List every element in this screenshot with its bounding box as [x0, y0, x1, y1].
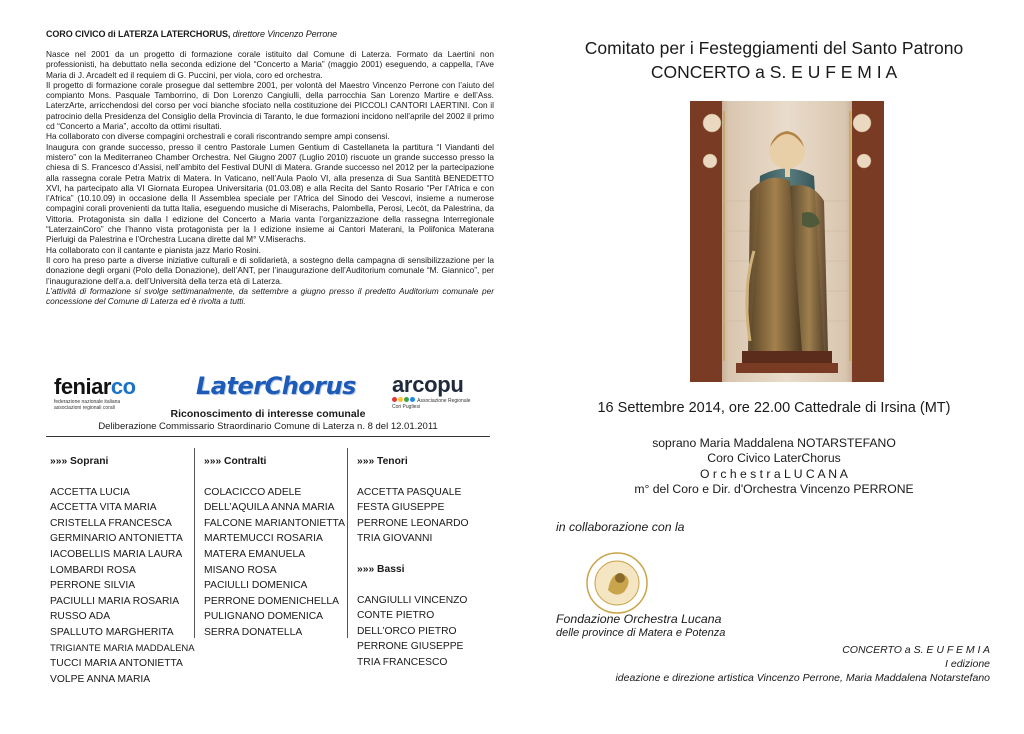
contralti-column: [204, 454, 345, 641]
member-name: VOLPE ANNA MARIA: [50, 673, 151, 685]
performer-line: m° del Coro e Dir. d'Orchestra Vincenzo PERRONE: [634, 481, 914, 496]
member-name: PACIULLI DOMENICA: [204, 580, 308, 592]
arcopu-logo-text: arcopu: [392, 372, 464, 397]
member-name: CONTE PIETRO: [357, 610, 435, 622]
member-name: SPALLUTO MARGHERITA: [50, 626, 174, 638]
member-name: ACCETTA LUCIA: [50, 486, 130, 498]
member-name: COLACICCO ADELE: [204, 486, 302, 498]
bio-paragraph: Ha collaborato con il cantante e pianista jazz Mario Rosini.: [46, 244, 261, 255]
section-title-soprani: »»» Soprani: [50, 456, 109, 467]
member-name: FESTA GIUSEPPE: [357, 502, 445, 514]
member-name: GERMINARIO ANTONIETTA: [50, 533, 183, 545]
member-name: LOMBARDI ROSA: [50, 564, 136, 576]
member-name: DELL’AQUILA ANNA MARIA: [204, 502, 335, 514]
choir-header-bold: CORO CIVICO di LATERZA LATERCHORUS,: [46, 29, 231, 39]
member-name: PACIULLI MARIA ROSARIA: [50, 595, 180, 607]
tenori-bassi-column: [357, 454, 469, 671]
member-name: TRIGIANTE MARIA MADDALENA: [50, 642, 195, 654]
performer-line: O r c h e s t r a L U C A N A: [700, 466, 848, 481]
section-title-contralti: »»» Contralti: [204, 456, 267, 467]
choir-biography: [46, 49, 494, 306]
footer-line: ideazione e direzione artistica Vincenzo Perrone, Maria Maddalena Notarstefano: [615, 672, 990, 684]
member-name: MARTEMUCCI ROSARIA: [204, 533, 323, 545]
feniarco-sub-line2: associazioni regionali corali: [54, 405, 115, 411]
footer-line: CONCERTO a S. E U F E M I A: [842, 644, 990, 656]
member-name: PERRONE GIUSEPPE: [357, 641, 464, 653]
section-title-bassi: »»» Bassi: [357, 563, 405, 575]
member-name: TRIA FRANCESCO: [357, 656, 448, 668]
member-name: PERRONE LEONARDO: [357, 517, 469, 529]
member-name: CANGIULLI VINCENZO: [357, 594, 468, 606]
committee-title: Comitato per i Festeggiamenti del Santo Patrono: [584, 38, 964, 58]
arcopu-dot-icon: [392, 397, 397, 402]
bio-paragraph: Ha collaborato con diverse compagini orchestrali e corali riscontrando sempre ampi consensi.: [46, 131, 390, 142]
member-name: RUSSO ADA: [50, 611, 111, 623]
member-name: PERRONE SILVIA: [50, 580, 136, 592]
member-name: MATERA EMANUELA: [204, 548, 306, 560]
member-name: DELL’ORCO PIETRO: [357, 625, 457, 637]
member-name: FALCONE MARIANTONIETTA: [204, 517, 345, 529]
recognition-title: Riconoscimento di interesse comunale: [170, 408, 366, 420]
feniarco-logo-text-accent: co: [110, 374, 136, 399]
member-name: ACCETTA VITA MARIA: [50, 502, 157, 514]
performers-block: [556, 436, 992, 497]
bio-paragraph: Il coro ha preso parte a diverse iniziative culturali e di solidarietà, a sostegno della campagna di sensibilizzazione per la donazione degli organi (Polo della Donazione), dell’ANT, per l’inaugurazione dell’Auditorium comunale “M. Giannico”, per l’inaugurazione dell’a.a. dell’Università della terza età di Laterza.: [46, 254, 494, 286]
column-divider: [347, 448, 348, 638]
choir-header: [46, 29, 337, 39]
arcopu-logo: [392, 374, 502, 410]
saint-euphemia-statue-photo: [690, 101, 884, 382]
performer-line: soprano Maria Maddalena NOTARSTEFANO: [652, 436, 896, 450]
bio-paragraph: Nasce nel 2001 da un progetto di formazione corale istituito dal Comune di Laterza. Formato da Laertini non professionisti, ha debuttato nella seconda edizione del “Concerto a Maria” (maggio 2001) eseguendo, a cappella, l’Ave Maria di J. Arcadelt ed il requiem di G. Puccini, per viola, coro ed orchestra.: [46, 49, 494, 80]
divider: [46, 436, 490, 437]
arcopu-dot-icon: [404, 397, 409, 402]
member-name: ACCETTA PASQUALE: [357, 486, 462, 498]
concert-date-place: 16 Settembre 2014, ore 22.00 Cattedrale di Irsina (MT): [597, 400, 951, 416]
feniarco-logo-text: feniar: [54, 374, 111, 399]
member-name: TRIA GIOVANNI: [357, 533, 433, 545]
fondazione-subtitle: delle province di Matera e Potenza: [556, 627, 726, 639]
bio-italic-note: L’attività di formazione si svolge settimanalmente, da settembre a giugno presso il predetto Auditorium comunale per concessione del Comune di Laterza ed è rivolta a tutti.: [46, 285, 494, 307]
arcopu-sub-line1: Associazione Regionale: [417, 398, 471, 404]
bio-paragraph: Inaugura con grande successo, presso il centro Pastorale Lumen Gentium di Castellaneta la partitura “I Viandanti del mistero” con la Mediterraneo Chamber Orchestra. Nel Giugno 2007 (Luglio 2010) riscuote un grande successo presso la chiesa di S. Francesco d’Assisi, nell’ambito del Festival DUNI di Matera. Grande successo nel 2012 per la partecipazione alla rassegna corale Petra Matrix di Matera. In Vaticano, nell’Aula Paolo VI, alla presenza di Sua Santità BENEDETTO XVI, ha partecipato alla VI Giornata Europea Universitaria (01.03.08) e alla Recita del Santo Rosario “Per l’Africa e con l’Africa” (10.10.09) in occasione della II Assemblea speciale per l’Africa del Sinodo dei Vescovi, insieme a numerose compagini corali provenienti da tutta Italia, eseguendo musiche di Miserachs, Palombella, Perosi, Lecòt, da Palestrina, da Vittoria. Protagonista sin dalla I edizione del Concerto a Maria vanta l’organizzazione della rassegna Interregionale “LaterzainCoro” che l’hanno vista protagonista per la I edizione insieme ai Cantori Materani, la Polifonica Materana Pierluigi da Palestrina e l’Orchestra Lucana dirette dal M° V.Miserachs.: [46, 141, 494, 245]
member-name: PERRONE DOMENICHELLA: [204, 595, 340, 607]
member-name: IACOBELLIS MARIA LAURA: [50, 548, 183, 560]
arcopu-sub-line2: Cori Pugliesi: [392, 404, 421, 410]
footer-line: I edizione: [945, 658, 990, 670]
footer-credits: [615, 643, 990, 685]
section-title-tenori: »»» Tenori: [357, 456, 408, 467]
laterchorus-logo: LaterChorus: [196, 372, 356, 400]
choir-header-director: direttore Vincenzo Perrone: [232, 29, 338, 39]
member-name: MISANO ROSA: [204, 564, 277, 576]
member-name: PULIGNANO DOMENICA: [204, 611, 324, 623]
concert-title: CONCERTO a S. E U F E M I A: [650, 62, 898, 82]
performer-line: Coro Civico LaterChorus: [707, 451, 841, 466]
member-name: SERRA DONATELLA: [204, 626, 303, 638]
fondazione-orchestra-lucana-logo: [584, 550, 650, 616]
member-name: CRISTELLA FRANCESCA: [50, 517, 172, 529]
arcopu-dot-icon: [410, 397, 415, 402]
soprani-column: [50, 454, 195, 687]
feniarco-sub-line1: federazione nazionale italiana: [54, 399, 121, 405]
bio-paragraph: Il progetto di formazione corale prosegue dal settembre 2001, per volontà del Maestro Vincenzo Perrone con l’aiuto del compianto Mons. Pasquale Tamborrino, di Don Lorenzo Cangiulli, della parrocchia San Lorenzo Martire e dell’Ass. LaterzArte, arricchendosi del corso per voci bianche sfociato nella costituzione dei PICCOLI CANTORI LAERTINI. Con il patrocinio della Presidenza del Consiglio della Provincia di Taranto, le due formazioni incidono nell’aprile del 2002 il primo cd “Concerto a Maria”, accolto da ottimi risultati.: [46, 79, 494, 132]
fondazione-name: Fondazione Orchestra Lucana: [556, 612, 722, 626]
member-name: TUCCI MARIA ANTONIETTA: [50, 658, 183, 670]
collaboration-label: in collaborazione con la: [556, 520, 685, 534]
arcopu-dot-icon: [398, 397, 403, 402]
deliberation-text: Deliberazione Commissario Straordinario Comune di Laterza n. 8 del 12.01.2011: [98, 421, 438, 432]
